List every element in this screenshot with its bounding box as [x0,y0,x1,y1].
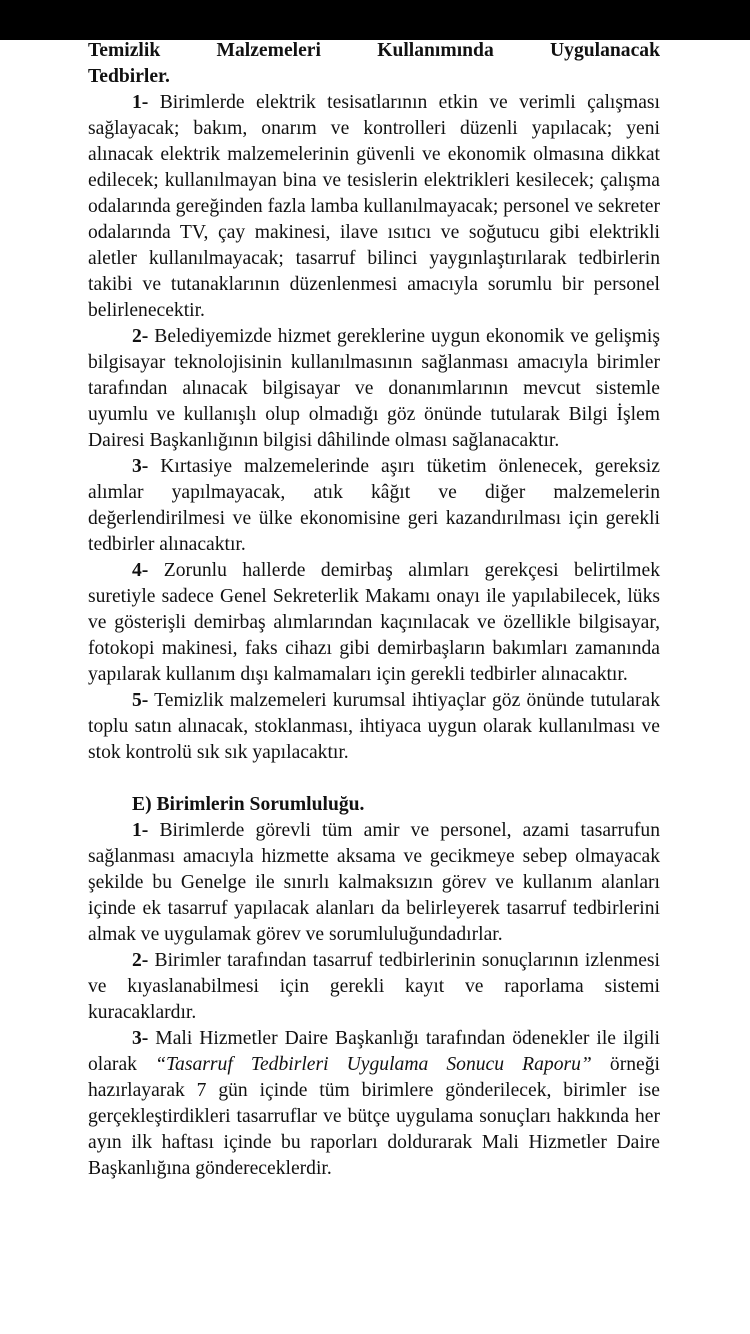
measure-paragraph-1 [88,90,660,324]
top-status-bar [0,0,750,40]
responsibility-number: 2- [132,950,149,971]
responsibility-text-end: örneği hazırlayarak 7 gün içinde tüm birimlere gönderilecek, birimler ise gerçekleştirdikleri tasarruflar ve bütçe uygulama sonuçları hakkında her ayın ilk haftası içinde bu raporları doldurarak Mali Hizmetler Daire Başkanlığına göndereceklerdir. [88,1054,660,1179]
responsibility-paragraph-1 [88,818,660,948]
measure-number: 2- [132,326,149,347]
responsibility-paragraph-2 [88,948,660,1026]
responsibility-text: Birimlerde görevli tüm amir ve personel, azami tasarrufun sağlanması amacıyla hizmette aksama ve gecikmeye sebep olmayacak şekilde bu Genelge ile sınırlı kalmaksızın görev ve kullanım alanları içinde ek tasarruf yapılacak alanları da belirleyerek tasarruf tedbirlerini almak ve uygulamak görev ve sorumluluğundadırlar. [88,820,660,945]
measure-text: Kırtasiye malzemelerinde aşırı tüketim önlenecek, gereksiz alımlar yapılmayacak, atık kâğıt ve diğer malzemelerin değerlendirilmesi ve ülke ekonomisine geri kazandırılması için gerekli tedbirler alınacaktır. [88,456,660,555]
measure-text: Birimlerde elektrik tesisatlarının etkin ve verimli çalışması sağlayacak; bakım, onarım ve kontrolleri düzenli yapılacak; yeni alınacak elektrik malzemelerinin güvenli ve ekonomik olmasına dikkat edilecek; kullanılmayan bina ve tesislerin elektrikleri kesilecek; çalışma odalarında gereğinden fazla lamba kullanılmayacak; personel ve sekreter odalarında TV, çay makinesi, ilave ısıtıcı ve soğutucu gibi elektrikli aletler kullanılmayacak; tasarruf bilinci yaygınlaştırılarak tedbirlerin takibi ve tutanaklarının düzenlenmesi amacıyla sorumlu bir personel belirlenecektir. [88,92,660,321]
measure-paragraph-2 [88,324,660,454]
measure-number: 1- [132,92,149,113]
measure-paragraph-3 [88,454,660,558]
responsibility-number: 1- [132,820,149,841]
document-page [88,38,660,1182]
measure-paragraph-5 [88,688,660,766]
section-heading [88,38,660,90]
responsibility-text-start: Mali Hizmetler Daire Başkanlığı tarafından ödenekler ile ilgili olarak [88,1028,660,1075]
report-title: “Tasarruf Tedbirleri Uygulama Sonucu Raporu” [155,1054,592,1075]
measure-text: Temizlik malzemeleri kurumsal ihtiyaçlar göz önünde tutularak toplu satın alınacak, stoklanması, ihtiyaca uygun olarak kullanılması ve stok kontrolü sık sık yapılacaktır. [88,690,660,763]
heading-line-1: Temizlik Malzemeleri Kullanımında Uygulanacak [88,40,660,61]
measure-number: 4- [132,560,149,581]
responsibility-text: Birimler tarafından tasarruf tedbirlerinin sonuçlarının izlenmesi ve kıyaslanabilmesi için gerekli kayıt ve raporlama sistemi kuracaklardır. [88,950,660,1023]
heading-line-2: Tedbirler. [88,66,170,87]
section-e-title: E) Birimlerin Sorumluluğu. [132,794,365,815]
measure-text: Zorunlu hallerde demirbaş alımları gerekçesi belirtilmek suretiyle sadece Genel Sekreterlik Makamı onayı ile yapılabilecek, lüks ve gösterişli demirbaş alımlarından kaçınılacak ve özellikle bilgisayar, fotokopi makinesi, faks cihazı gibi demirbaşların bakımları zamanında yapılarak kullanım dışı kalmamaları için gerekli tedbirler alınacaktır. [88,560,660,685]
measure-paragraph-4 [88,558,660,688]
measure-number: 5- [132,690,149,711]
measure-number: 3- [132,456,149,477]
measure-text: Belediyemizde hizmet gereklerine uygun ekonomik ve gelişmiş bilgisayar teknolojisinin kullanılmasının sağlanması amacıyla birimler tarafından alınacak bilgisayar ve donanımlarının mevcut sistemle uyumlu ve kullanışlı olup olmadığı göz önünde tutularak Bilgi İşlem Dairesi Başkanlığının bilgisi dâhilinde olması sağlanacaktır. [88,326,660,451]
responsibility-number: 3- [132,1028,149,1049]
responsibility-paragraph-3 [88,1026,660,1182]
